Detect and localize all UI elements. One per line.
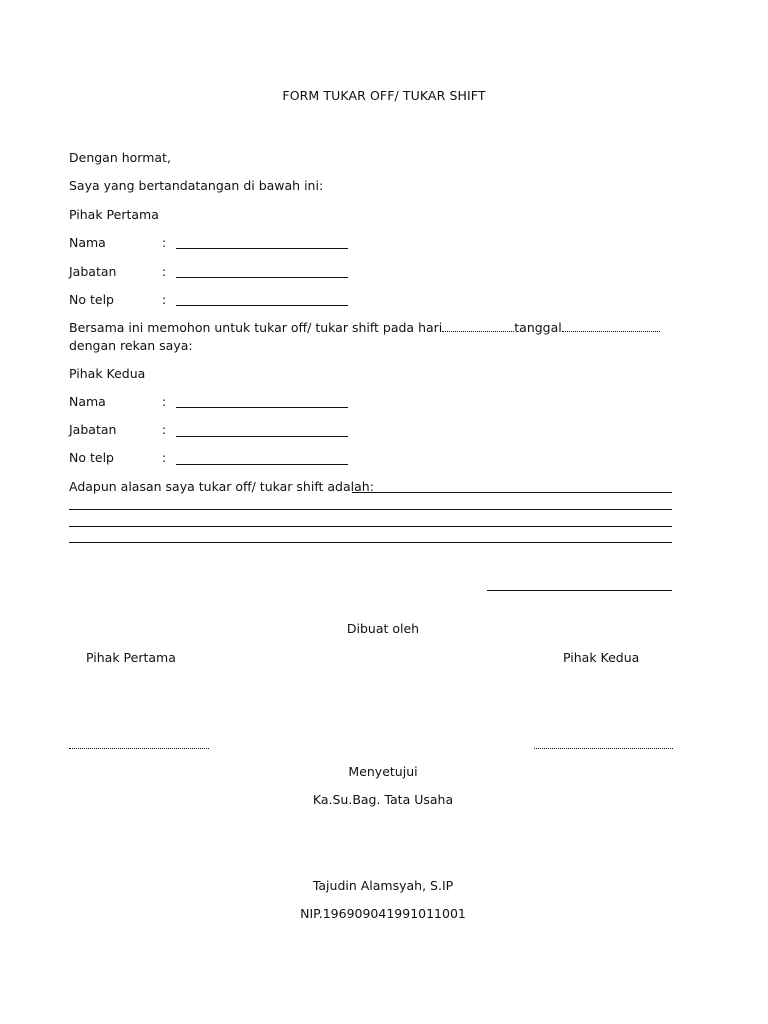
request-line-1 — [69, 320, 660, 336]
p2-jabatan-colon: : — [162, 422, 167, 437]
left-party-label: Pihak Pertama — [86, 650, 176, 665]
request-text-day: Bersama ini memohon untuk tukar off/ tukar shift pada hari — [69, 320, 443, 335]
p2-nama-field[interactable] — [176, 407, 348, 408]
p2-jabatan-label: Jabatan — [69, 422, 117, 437]
p1-jabatan-label: Jabatan — [69, 264, 117, 279]
day-field[interactable] — [442, 321, 514, 332]
right-signature-line[interactable] — [534, 748, 673, 749]
p2-jabatan-field[interactable] — [176, 436, 348, 437]
p1-jabatan-colon: : — [162, 264, 167, 279]
greeting: Dengan hormat, — [69, 150, 171, 165]
reason-line-1[interactable] — [352, 492, 672, 493]
left-signature-line[interactable] — [69, 748, 209, 749]
intro-text: Saya yang bertandatangan di bawah ini: — [69, 178, 324, 193]
p1-telp-label: No telp — [69, 292, 114, 307]
p1-telp-colon: : — [162, 292, 167, 307]
p2-nama-colon: : — [162, 394, 167, 409]
request-line-2: dengan rekan saya: — [69, 338, 193, 353]
approved-label: Menyetujui — [348, 764, 418, 779]
p1-nama-field[interactable] — [176, 248, 348, 249]
reason-line-3[interactable] — [69, 526, 672, 527]
p2-telp-field[interactable] — [176, 464, 348, 465]
approver-nip: NIP.196909041991011001 — [300, 906, 466, 921]
p2-nama-label: Nama — [69, 394, 106, 409]
pihak-pertama-heading: Pihak Pertama — [69, 207, 159, 222]
p1-nama-colon: : — [162, 235, 167, 250]
right-party-label: Pihak Kedua — [563, 650, 640, 665]
p2-telp-colon: : — [162, 450, 167, 465]
date-field[interactable] — [562, 321, 660, 332]
reason-line-4[interactable] — [69, 542, 672, 543]
p1-nama-label: Nama — [69, 235, 106, 250]
pihak-kedua-heading: Pihak Kedua — [69, 366, 146, 381]
approver-title: Ka.Su.Bag. Tata Usaha — [312, 792, 454, 807]
p1-jabatan-field[interactable] — [176, 277, 348, 278]
made-by-label: Dibuat oleh — [346, 621, 420, 636]
approver-name: Tajudin Alamsyah, S.IP — [312, 878, 454, 893]
reason-line-2[interactable] — [69, 509, 672, 510]
place-date-field[interactable] — [487, 590, 672, 591]
p2-telp-label: No telp — [69, 450, 114, 465]
p1-telp-field[interactable] — [176, 305, 348, 306]
request-text-date: tanggal — [514, 320, 562, 335]
reason-label: Adapun alasan saya tukar off/ tukar shift adalah: — [69, 479, 374, 494]
form-title: FORM TUKAR OFF/ TUKAR SHIFT — [282, 88, 486, 103]
